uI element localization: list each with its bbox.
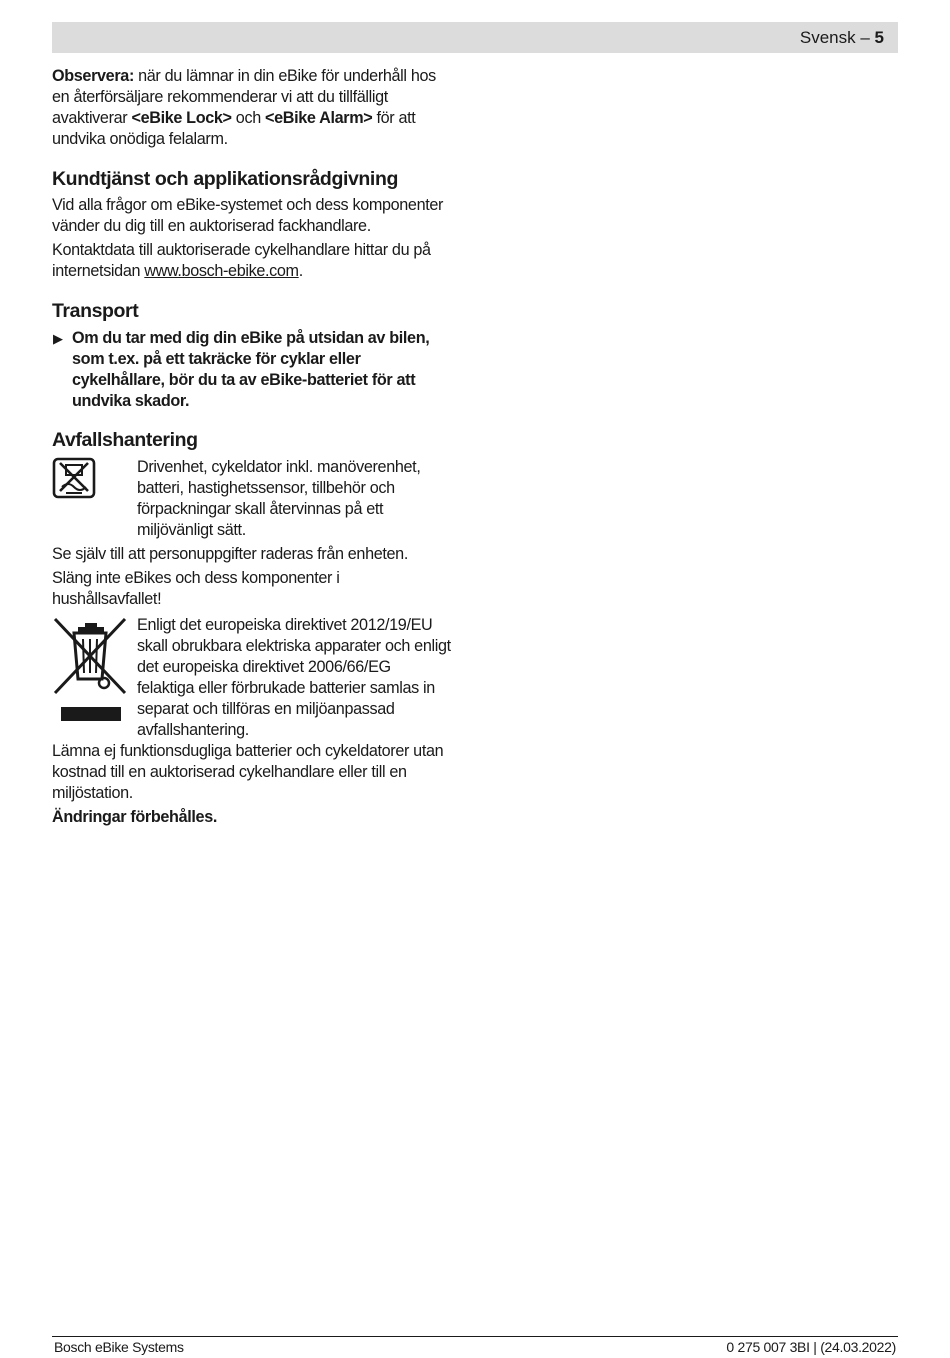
kundtjanst-para2-end: . [298,262,303,280]
transport-bullet [52,328,452,412]
recycle-packaging-icon [52,457,98,507]
recycle-text: Drivenhet, cykeldator inkl. manöverenhet, batteri, hastighetssensor, tillbehör och förpackningar skall återvinnas på ett miljövänligt sätt. [137,458,421,539]
weee-text: Enligt det europeiska direktivet 2012/19/EU skall obrukbara elektriska apparater och enligt det europeiska direktivet 2006/66/EG felaktiga eller förbrukade batterier samlas in separat och tillföras en miljöanpassad avfallshantering. [137,616,451,739]
transport-bullet-text: Om du tar med dig din eBike på utsidan av bilen, som t.ex. på ett takräcke för cyklar eller cykelhållare, bör du ta av eBike-batteriet för att undvika skador. [72,329,430,410]
bosch-ebike-link[interactable]: www.bosch-ebike.com [144,262,299,280]
avfall-para1: Se själv till att personuppgifter raderas från enheten. [52,545,408,563]
bullet-arrow-icon: ▶ [53,331,63,346]
avfall-para2: Släng inte eBikes och dess komponenter i hushållsavfallet! [52,569,340,608]
observera-paragraph [52,66,452,150]
header-language: Svensk [799,28,856,47]
main-column [52,66,452,828]
observera-text2: för att undvika onödiga felalarm. [52,109,416,148]
heading-transport: Transport [52,300,139,322]
changes-reserved: Ändringar förbehålles. [52,808,217,826]
observera-label: Observera: [52,67,134,85]
kundtjanst-para2 [52,240,452,282]
weee-block [52,615,452,741]
page-number: 5 [874,28,884,47]
kundtjanst-para2-text: Kontaktdata till auktoriserade cykelhandlare hittar du på internetsidan [52,241,431,280]
page-header [52,22,898,53]
footer-divider [52,1336,898,1337]
heading-avfallshantering: Avfallshantering [52,429,198,451]
observera-och: och [231,109,266,127]
footer-docinfo: 0 275 007 3BI | (24.03.2022) [726,1339,896,1355]
observera-text1: när du lämnar in din eBike för underhåll hos en återförsäljare rekommenderar vi att du tillfälligt avaktiverar [52,67,436,127]
crossed-out-wheeled-bin-icon [52,615,128,733]
recycle-block [52,457,452,541]
header-text [800,28,884,48]
avfall-para3: Lämna ej funktionsdugliga batterier och cykeldatorer utan kostnad till en auktoriserad cykelhandlare eller till en miljöstation. [52,742,444,802]
ebike-lock-term: <eBike Lock> [131,109,232,127]
kundtjanst-para1: Vid alla frågor om eBike-systemet och dess komponenter vänder du dig till en auktoriserad fackhandlare. [52,196,444,235]
header-separator: – [855,28,875,47]
ebike-alarm-term: <eBike Alarm> [265,109,373,127]
footer-company: Bosch eBike Systems [54,1339,184,1355]
heading-kundtjanst: Kundtjänst och applikationsrådgivning [52,168,398,190]
